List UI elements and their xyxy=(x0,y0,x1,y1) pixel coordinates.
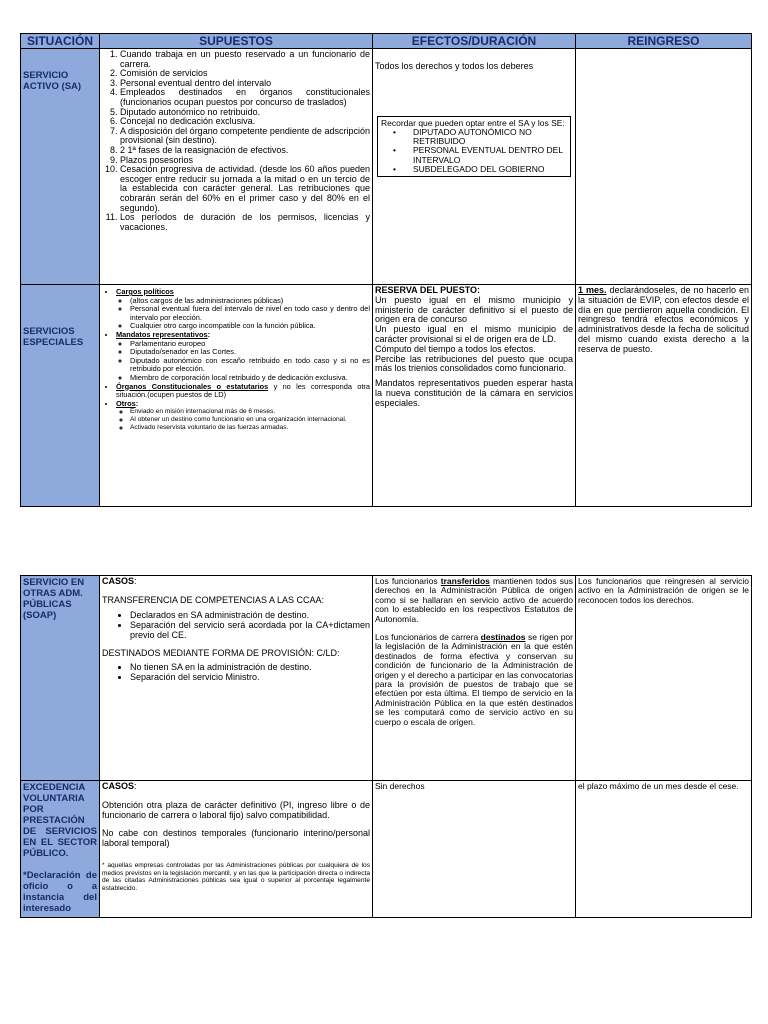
group-title: Órganos Constitucionales o estatutarios xyxy=(116,381,269,391)
list-item xyxy=(116,331,370,383)
list-item: 7. A disposición del órgano competente pendiente de adscripción provisional (sin destino). xyxy=(120,127,370,146)
header-row xyxy=(21,34,752,49)
group-colon: : xyxy=(207,329,211,339)
list-item xyxy=(116,288,370,331)
reminder-item: PERSONAL EVENTUAL DENTRO DEL INTERVALO xyxy=(413,145,563,165)
list-item: 10. Cesación progresiva de actividad. (desde los 60 años pueden escoger entre reducir su jornada a la mitad o en un tercio de la establecida con carácter general. Las retribuciones que cobrarán serán del 60% en el primer caso y del 80% en el segundo). xyxy=(120,165,370,213)
effects-paragraph: Un puesto igual en el mismo municipio y ministerio de carácter definitivo si el puesto de origen era de concurso xyxy=(375,294,573,325)
label-text: SERVICIOS ESPECIALES xyxy=(23,325,84,348)
casos-label: CASOS xyxy=(102,576,135,586)
list-item: • No tienen SA en la administración de destino. xyxy=(130,662,370,672)
label-servicios-especiales xyxy=(21,285,100,507)
supuestos-groups xyxy=(102,288,370,432)
list-item: 1. Cuando trabaja en un puesto reservado a un funcionario de carrera. xyxy=(120,50,370,69)
label-text: SERVICIO EN OTRAS ADM. PÚBLICAS (SOAP) xyxy=(23,577,85,621)
effects-paragraph xyxy=(375,577,573,624)
list-item xyxy=(393,127,567,147)
text-span: Los funcionarios xyxy=(375,576,441,586)
excedencia-note xyxy=(102,862,370,892)
list-item: 3. Personal eventual dentro del intervalo xyxy=(120,79,370,89)
list-item: ◦ Miembro de corporación local retribuido y de dedicación exclusiva. xyxy=(130,374,370,383)
effects-paragraph: Cómputo del tiempo a todos los efectos. xyxy=(375,343,536,354)
list-item: 8. 2 1ª fases de la reasignación de efectivos. xyxy=(120,146,370,156)
header-reingreso: REINGRESO xyxy=(576,34,752,49)
efectos-soap xyxy=(373,576,576,781)
list-item: 5. Diputado autonómico no retribuido. xyxy=(120,108,370,118)
list-item: 6. Concejal no dedicación exclusiva. xyxy=(120,117,370,127)
destinados-list xyxy=(102,662,370,682)
label-soap xyxy=(21,576,100,781)
list-item: 2. Comisión de servicios xyxy=(120,69,370,79)
list-item: ◦ Cualquier otro cargo incompatible con la función pública. xyxy=(130,322,370,331)
destinados-heading: DESTINADOS MEDIANTE FORMA DE PROVISIÓN: C/LD: xyxy=(102,647,340,658)
header-efectos: EFECTOS/DURACIÓN xyxy=(373,34,576,49)
reminder-box xyxy=(377,116,571,177)
reminder-item: SUBDELEGADO DEL GOBIERNO xyxy=(413,163,545,174)
header-situacion: SITUACIÓN xyxy=(21,34,100,49)
group-title: Otros xyxy=(116,398,136,408)
list-item: ◦ Personal eventual fuera del intervalo de nivel en todo caso y dentro del intervalo por elección. xyxy=(130,305,370,322)
reingreso-servicios-especiales xyxy=(576,285,752,507)
supuestos-servicio-activo xyxy=(100,49,373,285)
list-item: • Separación del servicio será acordada por la CA+dictamen previo del CE. xyxy=(130,620,370,640)
efectos-servicios-especiales xyxy=(373,285,576,507)
group-text: y no les corresponda otra situación.(ocupen puestos de LD) xyxy=(116,381,370,400)
list-item: 4. Empleados destinados en órganos constitucionales (funcionarios ocupan puestos por concurso de traslados) xyxy=(120,88,370,107)
list-item: ◦ Enviado en misión internacional más de 6 meses. xyxy=(130,408,370,416)
text-span: transferidos xyxy=(440,576,490,586)
effects-paragraph: Un puesto igual en el mismo municipio de carácter provisional si el de origen era de LD. xyxy=(375,324,573,344)
text-span: se rigen por la legislación de la Administración en la que estén destinados de forma efectiva y conservan su condición de funcionario de la Administración de origen y el derecho a participar en las convocatorias para la provisión de puestos de trabajo que se efectúen por esta última. El tiempo de servicio en la Administración Pública en la que estén destinados se les computará como de servicio activo en su cuerpo o escala de origen. xyxy=(375,632,573,727)
effects-title: RESERVA DEL PUESTO: xyxy=(375,285,481,295)
list-item xyxy=(393,145,567,165)
sub-list xyxy=(116,408,370,431)
row-servicio-activo xyxy=(21,49,752,285)
list-item xyxy=(393,163,567,174)
text-span: mantienen todos sus derechos en la Administración Pública de origen como si se hallaran en servicio activo de acuerdo con lo establecido en los respectivos Estatutos de Autonomía. xyxy=(375,576,573,624)
supuestos-list xyxy=(102,50,370,232)
supuestos-soap xyxy=(100,576,373,781)
sub-list xyxy=(116,297,370,331)
casos-colon: : xyxy=(134,781,137,791)
transferencia-list xyxy=(102,610,370,640)
list-item: • Separación del servicio Ministro. xyxy=(130,672,370,682)
efectos-servicio-activo xyxy=(373,49,576,285)
list-item: ◦ Al obtener un destino como funcionario en una organización internacional. xyxy=(130,416,370,424)
reingreso-bold: 1 mes. xyxy=(578,285,607,295)
list-item: 9. Plazos posesorios xyxy=(120,156,370,166)
bullet-icon: • xyxy=(393,127,396,137)
casos-label: CASOS xyxy=(102,781,135,791)
row-excedencia-voluntaria xyxy=(21,781,752,918)
label-servicio-activo xyxy=(21,49,100,285)
list-item: ◦ Diputado autonómico con escaño retribuido en todo caso y si no es retribuido por elección. xyxy=(130,357,370,374)
sub-list xyxy=(116,340,370,383)
row-soap xyxy=(21,576,752,781)
list-item xyxy=(116,383,370,400)
list-item: ◦ Activado reservista voluntario de las fuerzas armadas. xyxy=(130,424,370,432)
situaciones-table-1 xyxy=(20,33,752,507)
situaciones-table-2 xyxy=(20,575,752,918)
transferencia-heading: TRANSFERENCIA DE COMPETENCIAS A LAS CCAA: xyxy=(102,594,325,605)
reingreso-soap: Los funcionarios que reingresen al servicio activo en la Administración de origen se le reconocen todos los derechos. xyxy=(576,576,752,781)
group-title: Cargos políticos xyxy=(116,287,174,296)
efectos-text: Todos los derechos y todos los deberes xyxy=(375,61,534,71)
bullet-icon: • xyxy=(393,163,396,174)
group-title: Mandatos representativos xyxy=(116,329,208,339)
bullet-icon: • xyxy=(393,145,396,156)
text-span: destinados xyxy=(480,632,526,643)
label-text: EXCEDENCIA VOLUNTARIA POR PRESTACIÓN DE SERVICIOS EN EL SECTOR PÚBLICO. xyxy=(23,782,97,859)
note-star: * xyxy=(102,861,105,869)
reingreso-text: declarándoseles, de no hacerlo en la situación de EVIP, con efectos desde el día en que perdieron aquella condición. El reingreso tendrá efectos económicos y administrativos desde la fecha de solicitud del mismo cuando exista derecho a la reserva de puesto. xyxy=(578,285,749,354)
list-item: ◦ Diputado/senador en las Cortes. xyxy=(130,348,370,357)
note-text: aquellas empresas controladas por las Administraciones públicas por cualquiera de los medios previstos en la legislación mercantil, y en las que la participación directa o indirecta de las citadas Administraciones públicas sea igual o superior al porcentaje legalmente establecido. xyxy=(102,861,370,892)
list-item: ◦ Parlamentario europeo xyxy=(130,340,370,349)
text-span: Los funcionarios de carrera xyxy=(375,632,481,643)
reingreso-servicio-activo xyxy=(576,49,752,285)
list-item: ◦ (altos cargos de las administraciones públicas) xyxy=(130,297,370,306)
header-supuestos: SUPUESTOS xyxy=(100,34,373,49)
row-servicios-especiales xyxy=(21,285,752,507)
label-excedencia xyxy=(21,781,100,918)
list-item: 11. Los períodos de duración de los permisos, licencias y vacaciones. xyxy=(120,213,370,232)
reminder-item: DIPUTADO AUTONÓMICO NO RETRIBUIDO xyxy=(413,127,532,147)
reingreso-excedencia: el plazo máximo de un mes desde el cese. xyxy=(576,781,752,918)
supuestos-excedencia xyxy=(100,781,373,918)
group-colon: : xyxy=(135,398,139,408)
label-text: SERVICIO ACTIVO (SA) xyxy=(23,70,82,92)
effects-paragraph: Mandatos representativos pueden esperar hasta la nueva constitución de la cámara en servicios especiales. xyxy=(375,378,573,408)
list-item xyxy=(116,400,370,432)
efectos-excedencia: Sin derechos xyxy=(373,781,576,918)
list-item: • Declarados en SA administración de destino. xyxy=(130,610,370,620)
supuestos-servicios-especiales xyxy=(100,285,373,507)
casos-colon: : xyxy=(134,576,137,586)
effects-paragraph: Percibe las retribuciones del puesto que ocupa más los trienios consolidados como funcionario. xyxy=(375,353,573,374)
reminder-title: Recordar que pueden optar entre el SA y los SE: xyxy=(381,117,565,128)
effects-paragraph xyxy=(375,633,573,727)
excedencia-paragraph: No cabe con destinos temporales (funcionario interino/personal laboral temporal) xyxy=(102,828,370,849)
reminder-list xyxy=(381,128,567,174)
excedencia-paragraph: Obtención otra plaza de carácter definitivo (PI, ingreso libre o de funcionario de carrera o laboral fijo) salvo compatibilidad. xyxy=(102,799,370,820)
label-note: *Declaración de oficio o a instancia del interesado xyxy=(23,870,97,914)
